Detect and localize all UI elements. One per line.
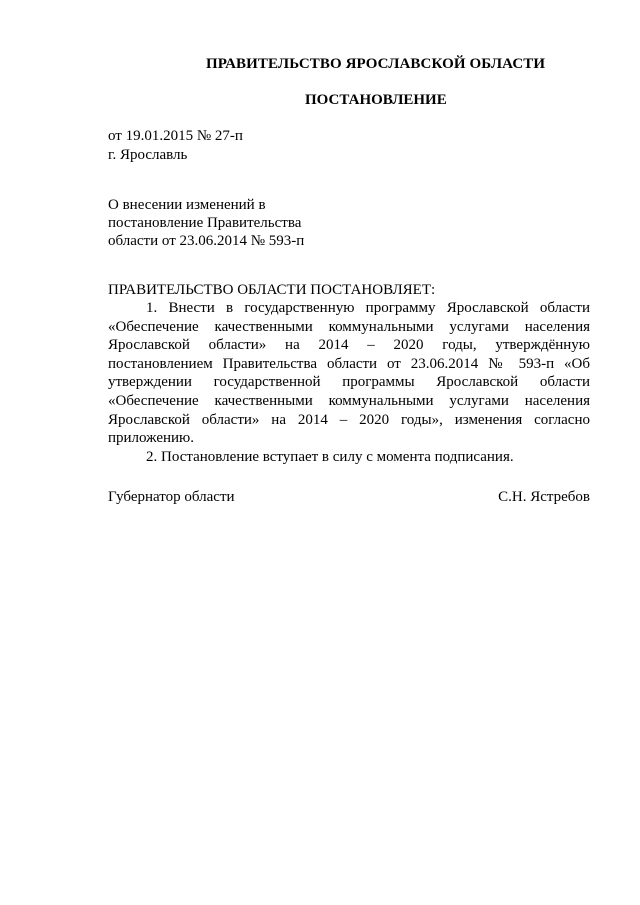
decree-paragraph: 1. Внести в государственную программу Ярославской области «Обеспечение качественными коммунальными услугами населения Ярославской области» на 2014 – 2020 годы, утверждённую постановлением Правительства области от 23.06.2014 № 593-п «Об утверждении государственной программы Ярославской области «Обеспечение качественными коммунальными услугами населения Ярославской области» на 2014 – 2020 годы», изменения согласно приложению. (108, 300, 590, 447)
document-subject (108, 196, 304, 250)
document-type-title: ПОСТАНОВЛЕНИЕ (305, 92, 447, 108)
decree-body (108, 281, 590, 466)
signatory-name: С.Н. Ястребов (498, 489, 590, 505)
organization-title: ПРАВИТЕЛЬСТВО ЯРОСЛАВСКОЙ ОБЛАСТИ (206, 56, 546, 72)
subject-line: О внесении изменений в (108, 197, 266, 213)
signature-block (108, 489, 590, 506)
subject-line: постановление Правительства (108, 215, 302, 231)
city: г. Ярославль (108, 147, 188, 163)
date-number: от 19.01.2015 № 27-п (108, 128, 243, 144)
decree-heading: ПРАВИТЕЛЬСТВО ОБЛАСТИ ПОСТАНОВЛЯЕТ: (108, 282, 436, 298)
signatory-position: Губернатор области (108, 489, 235, 505)
decree-paragraph: 2. Постановление вступает в силу с момента подписания. (146, 448, 514, 465)
document-meta (108, 127, 243, 165)
subject-line: области от 23.06.2014 № 593-п (108, 233, 305, 249)
